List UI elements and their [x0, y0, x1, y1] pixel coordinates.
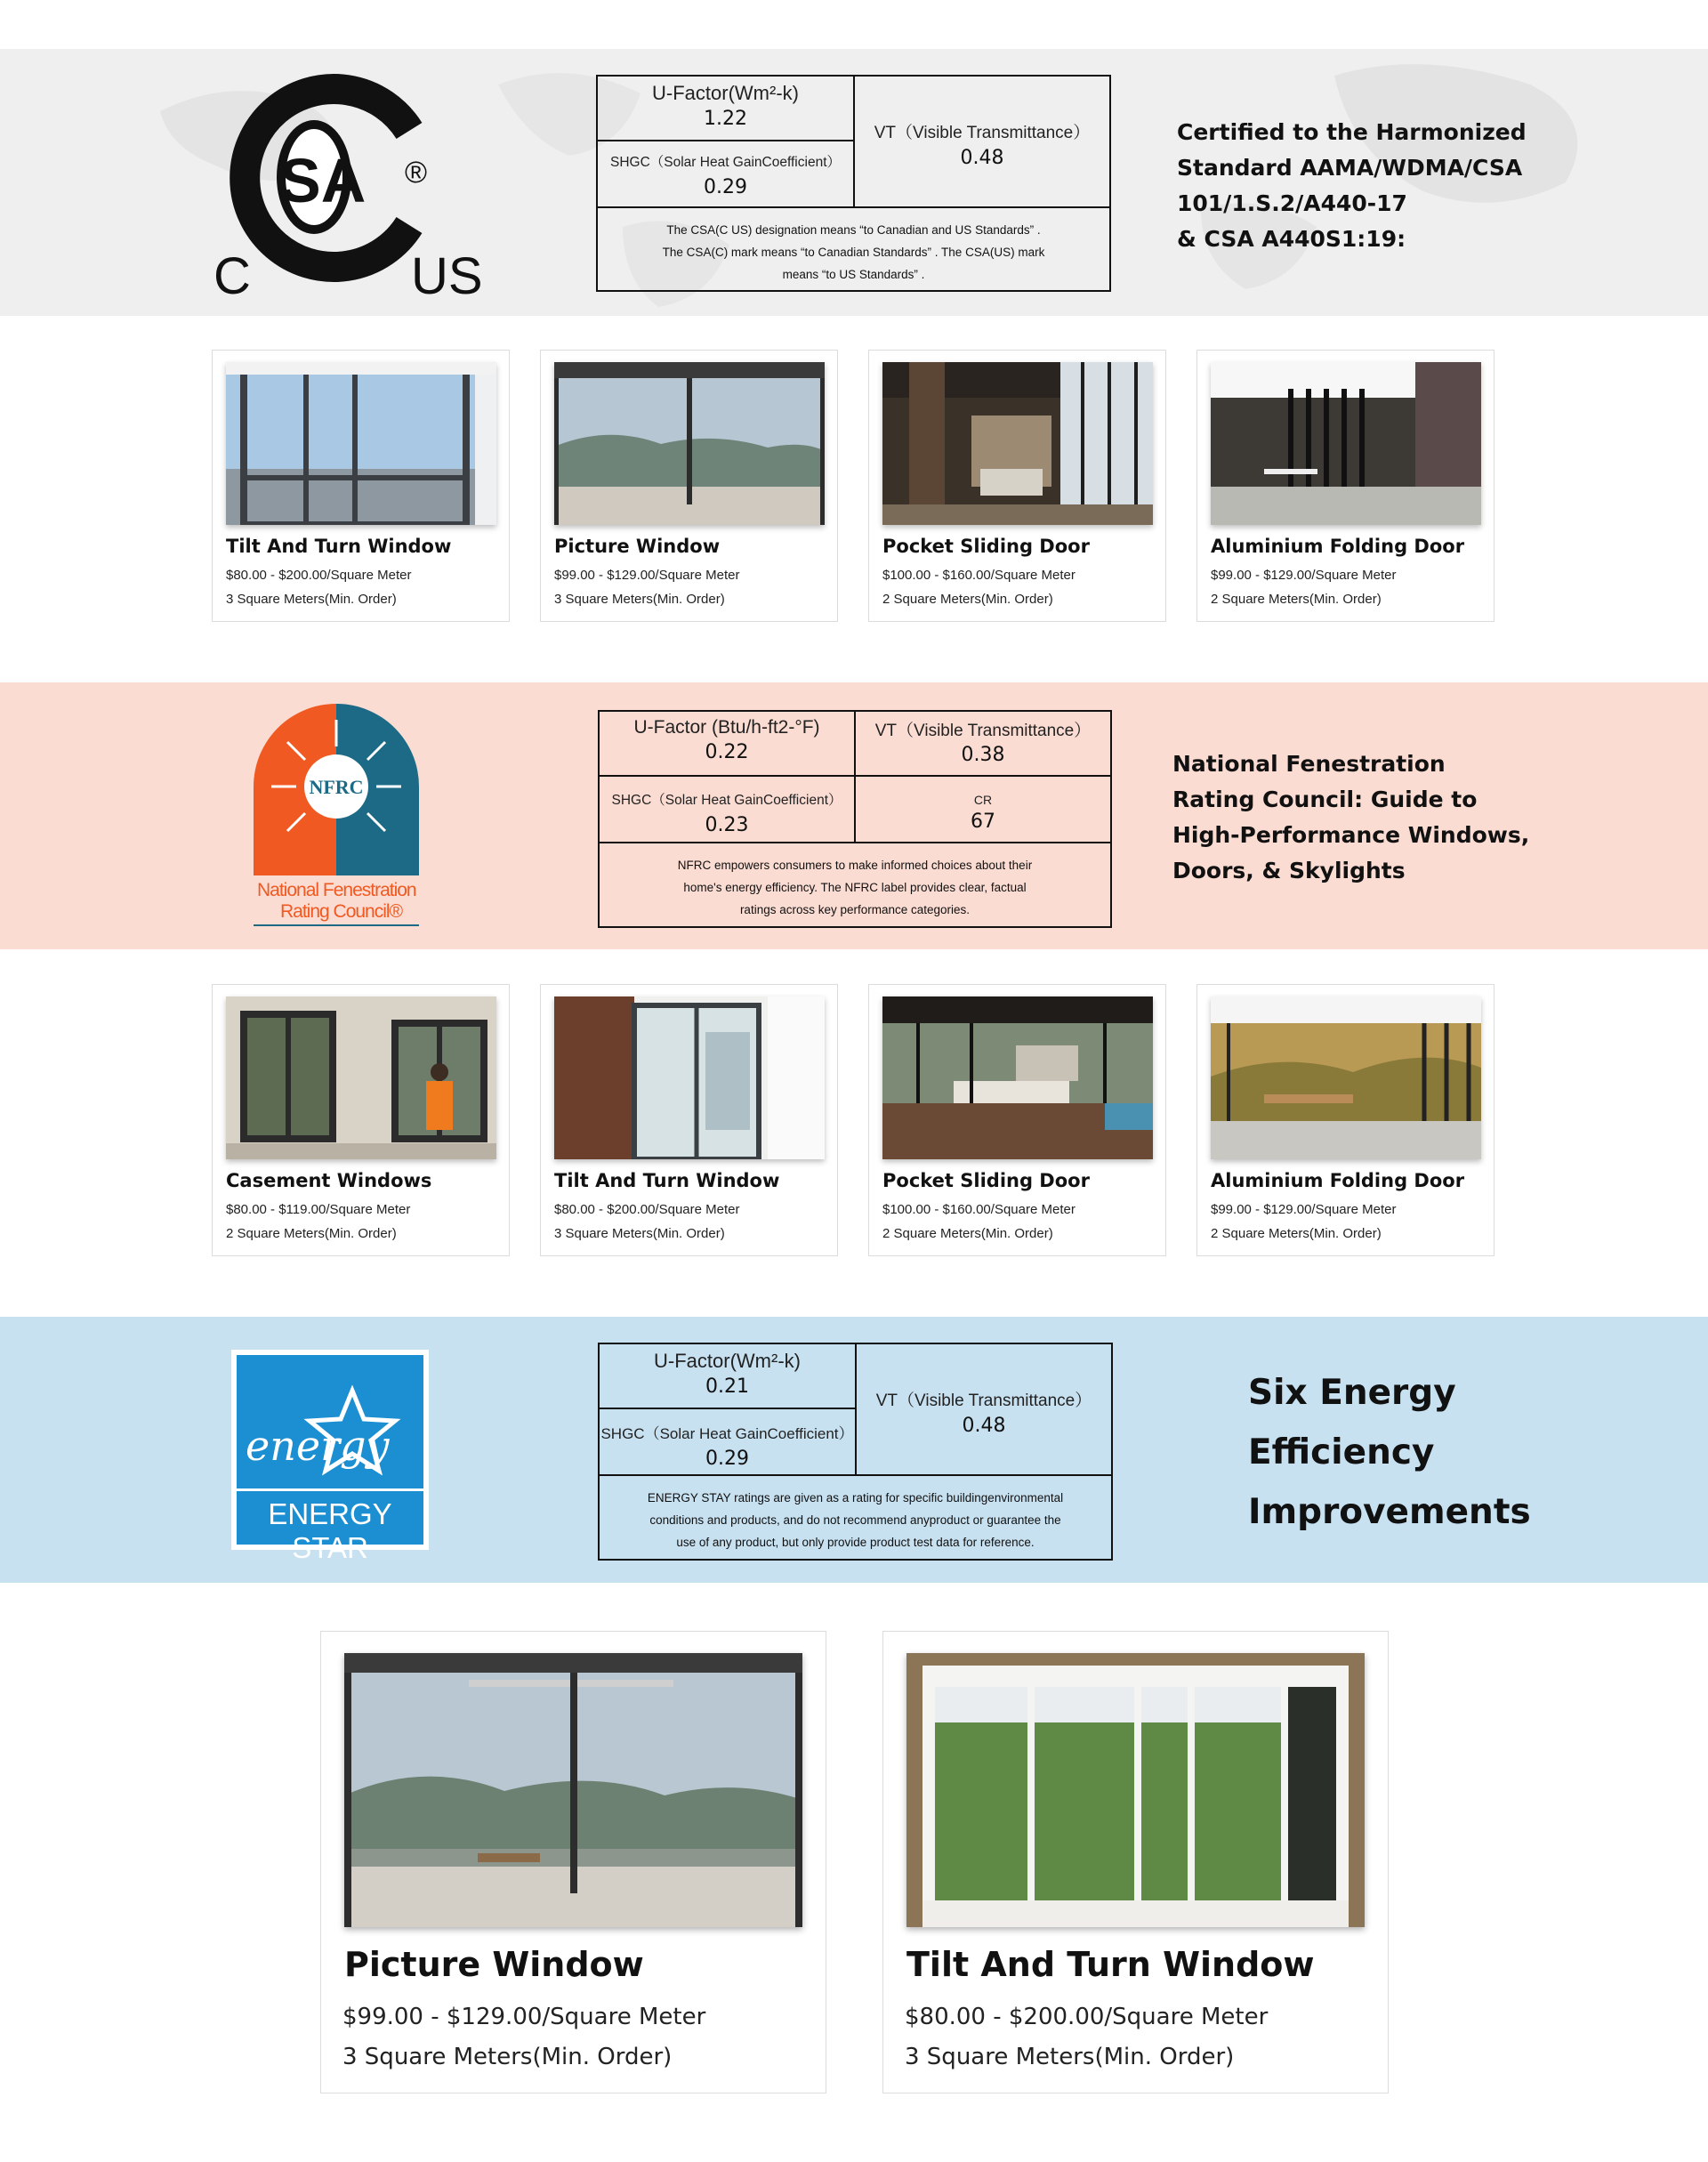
u-factor-label: U-Factor (Btu/h-ft2-°F): [633, 717, 820, 738]
product-price: $100.00 - $160.00/Square Meter: [882, 568, 1076, 583]
product-title[interactable]: Pocket Sliding Door: [882, 1170, 1090, 1191]
vt-label: VT（Visible Transmittance）: [874, 124, 1091, 142]
product-photo: [882, 996, 1153, 1159]
product-photo: [1211, 362, 1481, 525]
product-min-order: 3 Square Meters(Min. Order): [554, 592, 725, 607]
u-factor-value: 0.21: [705, 1375, 749, 1398]
u-factor-label: U-Factor(Wm²-k): [652, 82, 799, 104]
shgc-label: SHGC（Solar Heat GainCoefficient）: [611, 793, 842, 808]
nfrc-note-line-2: home's energy efficiency. The NFRC label provides clear, factual: [683, 881, 1027, 894]
product-title[interactable]: Aluminium Folding Door: [1211, 1170, 1465, 1191]
energy-note: [600, 1487, 1111, 1553]
product-price: $80.00 - $200.00/Square Meter: [554, 1202, 740, 1217]
csa-note-line-1: The CSA(C US) designation means “to Canadian and US Standards” .: [666, 223, 1041, 237]
product-title[interactable]: Tilt And Turn Window: [226, 536, 452, 557]
energy-star-logo-icon: [231, 1350, 429, 1564]
product-card-casement[interactable]: [212, 984, 510, 1256]
product-min-order: 2 Square Meters(Min. Order): [882, 592, 1053, 607]
shgc-value: 0.23: [705, 814, 749, 836]
nfrc-spec-table: [598, 710, 1112, 928]
product-title[interactable]: Aluminium Folding Door: [1211, 536, 1465, 557]
vt-value: 0.38: [961, 744, 1005, 766]
u-factor-value: 1.22: [704, 108, 747, 130]
shgc-value: 0.29: [705, 1448, 749, 1470]
csa-c-letter: C: [214, 247, 251, 305]
vt-value: 0.48: [960, 147, 1004, 169]
product-price: $80.00 - $200.00/Square Meter: [226, 568, 412, 583]
product-card-pocket-sliding[interactable]: [868, 350, 1166, 622]
product-title[interactable]: Tilt And Turn Window: [906, 1945, 1315, 1984]
product-min-order: 3 Square Meters(Min. Order): [554, 1226, 725, 1241]
product-photo: [554, 996, 825, 1159]
nfrc-logo-line-1: National Fenestration: [257, 880, 416, 900]
product-title[interactable]: Tilt And Turn Window: [554, 1170, 780, 1191]
csa-spec-table: [596, 75, 1111, 292]
product-price: $99.00 - $129.00/Square Meter: [554, 568, 740, 583]
csa-note-line-3: means “to US Standards” .: [782, 268, 925, 281]
energy-headline: Six Energy Efficiency Improvements: [1248, 1373, 1531, 1532]
energy-note-line-2: conditions and products, and do not recommend anyproduct or guarantee the: [649, 1513, 1061, 1527]
csa-us-letters: US: [411, 247, 483, 305]
nfrc-section: [0, 682, 1708, 949]
csa-note: [598, 219, 1109, 286]
product-photo: [554, 362, 825, 525]
product-title[interactable]: Pocket Sliding Door: [882, 536, 1090, 557]
nfrc-logo-icon: [252, 702, 421, 924]
csa-note-line-2: The CSA(C) mark means “to Canadian Standards” . The CSA(US) mark: [662, 246, 1045, 259]
nfrc-note: [600, 854, 1110, 921]
energy-note-line-1: ENERGY STAY ratings are given as a rating for specific buildingenvironmental: [647, 1491, 1064, 1505]
product-card-tilt-turn-large[interactable]: [882, 1631, 1389, 2093]
product-photo: [226, 362, 496, 525]
svg-text:energy: energy: [246, 1422, 390, 1470]
u-factor-value: 0.22: [705, 741, 749, 763]
product-price: $80.00 - $200.00/Square Meter: [905, 2004, 1269, 2030]
product-min-order: 2 Square Meters(Min. Order): [882, 1226, 1053, 1241]
product-card-picture-window[interactable]: [540, 350, 838, 622]
svg-text:NFRC: NFRC: [309, 776, 364, 798]
product-photo: [1211, 996, 1481, 1159]
vt-label: VT（Visible Transmittance）: [875, 1392, 1092, 1410]
product-price: $99.00 - $129.00/Square Meter: [342, 2004, 706, 2030]
registered-mark: ®: [405, 156, 428, 190]
nfrc-note-line-1: NFRC empowers consumers to make informed choices about their: [677, 859, 1033, 872]
product-price: $99.00 - $129.00/Square Meter: [1211, 568, 1397, 583]
product-photo: [344, 1653, 802, 1927]
svg-text:SA: SA: [279, 146, 367, 215]
cr-value: 67: [971, 811, 995, 833]
product-card-picture-window-large[interactable]: [320, 1631, 826, 2093]
product-card-tilt-turn-2[interactable]: [540, 984, 838, 1256]
product-price: $100.00 - $160.00/Square Meter: [882, 1202, 1076, 1217]
csa-headline: Certified to the Harmonized Standard AAMA/WDMA/CSA 101/1.S.2/A440-17 & CSA A440S1:19:: [1177, 119, 1527, 252]
product-min-order: 2 Square Meters(Min. Order): [226, 1226, 397, 1241]
u-factor-label: U-Factor(Wm²-k): [654, 1350, 801, 1372]
csa-logo-icon: [212, 69, 487, 309]
product-card-folding-door-2[interactable]: [1196, 984, 1494, 1256]
energy-star-section: [0, 1317, 1708, 1583]
shgc-label: SHGC（Solar Heat GainCoefficient）: [600, 1425, 854, 1442]
vt-value: 0.48: [962, 1415, 1006, 1437]
product-photo: [226, 996, 496, 1159]
cr-label: CR: [973, 793, 993, 807]
product-card-folding-door[interactable]: [1196, 350, 1494, 622]
product-price: $99.00 - $129.00/Square Meter: [1211, 1202, 1397, 1217]
vt-label: VT（Visible Transmittance）: [874, 722, 1092, 740]
nfrc-headline: National Fenestration Rating Council: Guide to High-Performance Windows, Doors, & Skylights: [1172, 751, 1530, 883]
nfrc-note-line-3: ratings across key performance categories.: [739, 903, 971, 916]
energy-spec-table: [598, 1343, 1113, 1561]
csa-section: [0, 49, 1708, 316]
product-min-order: 2 Square Meters(Min. Order): [1211, 592, 1382, 607]
product-card-tilt-turn[interactable]: [212, 350, 510, 622]
nfrc-logo-line-2: Rating Council®: [280, 901, 403, 922]
product-title[interactable]: Casement Windows: [226, 1170, 432, 1191]
product-card-pocket-sliding-2[interactable]: [868, 984, 1166, 1256]
product-photo: [882, 362, 1153, 525]
energy-star-caption: ENERGY STAR: [268, 1497, 392, 1564]
shgc-value: 0.29: [704, 176, 747, 198]
product-min-order: 2 Square Meters(Min. Order): [1211, 1226, 1382, 1241]
product-min-order: 3 Square Meters(Min. Order): [226, 592, 397, 607]
energy-note-line-3: use of any product, but only provide product test data for reference.: [676, 1536, 1035, 1549]
shgc-label: SHGC（Solar Heat GainCoefficient）: [609, 155, 841, 170]
product-min-order: 3 Square Meters(Min. Order): [342, 2044, 673, 2070]
product-title[interactable]: Picture Window: [554, 536, 721, 557]
product-title[interactable]: Picture Window: [344, 1945, 644, 1984]
product-min-order: 3 Square Meters(Min. Order): [905, 2044, 1235, 2070]
product-price: $80.00 - $119.00/Square Meter: [226, 1202, 411, 1217]
product-photo: [906, 1653, 1365, 1927]
